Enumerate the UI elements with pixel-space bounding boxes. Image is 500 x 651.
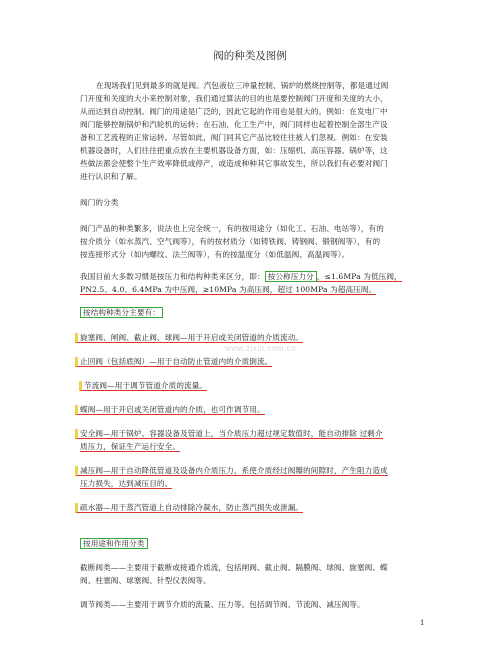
structure-item-4 (80, 403, 265, 416)
usage-item-1-line-2: 阀、柱塞阀、球塞阀、针型仪表阀等。 (80, 576, 211, 585)
usage-item-1-line-1 (80, 561, 388, 574)
structure-heading (80, 306, 163, 319)
usage-item-2: 调节阀类——主要用于调节介质的流量、压力等。包括调节阀、节流阀、减压阀等。 (80, 600, 365, 609)
structure-item-5-text-2: 质压力，保证生产运行安全。 (80, 442, 181, 451)
structure-item-3 (84, 379, 207, 392)
intro-line-4: 阀门能够控制锅炉和汽轮机的运转；在石油、化工生产中，阀门同样也起着控制全部生产设 (80, 120, 388, 129)
pressure-line-1-pre: 我国目前大多数习惯是按压力和结构种类来区分，即： (80, 272, 265, 281)
structure-item-7-text: 疏水器—用于蒸汽管道上自动排除冷凝水，防止蒸汽损失或泄漏。 (75, 503, 303, 513)
usage-item-1-text-1: 截断阀类——主要用于截断或接通介质流，包括闸阀、截止阀、隔膜阀、球阀、旋塞阀、蝶 (80, 563, 388, 572)
intro-line-1: 在现场我们见到最多的就是阀。汽包液位三冲量控制、锅炉的燃烧控制等，都是通过阀 (96, 81, 389, 90)
structure-item-1-text: 旋塞阀、闸阀、截止阀、球阀—用于开启或关闭管道的介质流动。 (75, 333, 303, 343)
structure-item-4-text: 蝶阀—用于开启或关闭管道内的介质，也可作调节用。 (75, 405, 265, 415)
intro-line-3: 从而达到自动控制。阀门的用途是广泛的，因此它起的作用也是很大的。例如：在发电厂中 (80, 107, 388, 116)
structure-item-5-line-1 (80, 427, 383, 440)
intro-line-5: 备和工艺流程的正常运转。尽管如此，阀门同其它产品比较往往被人们忽视。例如：在安装 (80, 133, 388, 142)
structure-item-6-text-2: 压力损失，达到减压目的。 (80, 479, 173, 488)
classification-line-3: 按连接形式分（如内螺纹、法兰阀等），有的按温度分（如低温阀、高温阀等）。 (80, 250, 350, 259)
intro-line-7: 些做法都会使整个生产效率降低或停产，或造成种种其它事故发生，所以我们有必要对阀门 (80, 159, 388, 168)
structure-item-5-text-1: 安全阀—用于锅炉、容器设备及管道上，当介质压力超过规定数值时，能自动排除 过剩介 (75, 429, 383, 439)
structure-item-6-text-1: 减压阀—用于自动降低管道及设备内介质压力，系使介质经过阀瓣的间隙时，产生阻力造成 (75, 466, 388, 476)
intro-line-2: 门开度和关度的大小来控制对象，我们通过算法的目的也是要控制阀门开度和关度的大小， (80, 94, 388, 103)
pressure-line-2-text: PN2.5、4.0、6.4MPa 为中压阀，≥10MPa 为高压阀，超过 100MPa 为超高压阀。 (80, 285, 377, 294)
structure-item-2-text: 止回阀（包括底阀）—用于自动防止管道内的介质倒流。 (75, 357, 272, 367)
structure-item-6-line-1 (80, 464, 388, 477)
structure-item-3-text: 节流阀—用于调节管道介质的流量。 (79, 381, 207, 391)
usage-heading-label: 按用途和作用分类 (80, 538, 148, 549)
usage-heading (80, 537, 148, 550)
intro-line-8: 进行认识和了解。 (80, 172, 142, 181)
classification-line-2: 按介质分（如水蒸汽、空气阀等），有的按材质分（如铸铁阀、铸钢阀、锻钢阀等），有的 (80, 237, 381, 246)
pressure-line-1 (80, 270, 402, 283)
classification-line-1: 阀门产品的种类繁多，说法也上完全统一，有的按用途分（如化工、石油、电站等），有的 (80, 224, 384, 233)
structure-item-2 (80, 355, 272, 368)
pressure-line-2 (80, 283, 376, 296)
section-heading-classification: 阀门的分类 (80, 198, 119, 207)
watermark: www.zixin.com.cn (225, 344, 297, 353)
structure-item-1 (80, 331, 303, 344)
document-title: 阀的种类及图例 (213, 50, 287, 62)
pressure-boxed-label: 按公称压力分 (265, 271, 317, 282)
structure-item-5-line-2 (80, 440, 180, 453)
structure-item-6-line-2 (80, 477, 172, 490)
intro-line-6: 机器设备时，人们往往把重点放在主要机器设备方面，如：压缩机、高压容器、锅炉等，这 (80, 146, 388, 155)
pressure-line-1-post: ，≤1.6MPa 为低压阀， (316, 272, 402, 281)
structure-heading-label: 按结构种类分主要有： (80, 307, 163, 318)
page-number: 1 (420, 619, 425, 627)
structure-item-7 (80, 501, 303, 514)
